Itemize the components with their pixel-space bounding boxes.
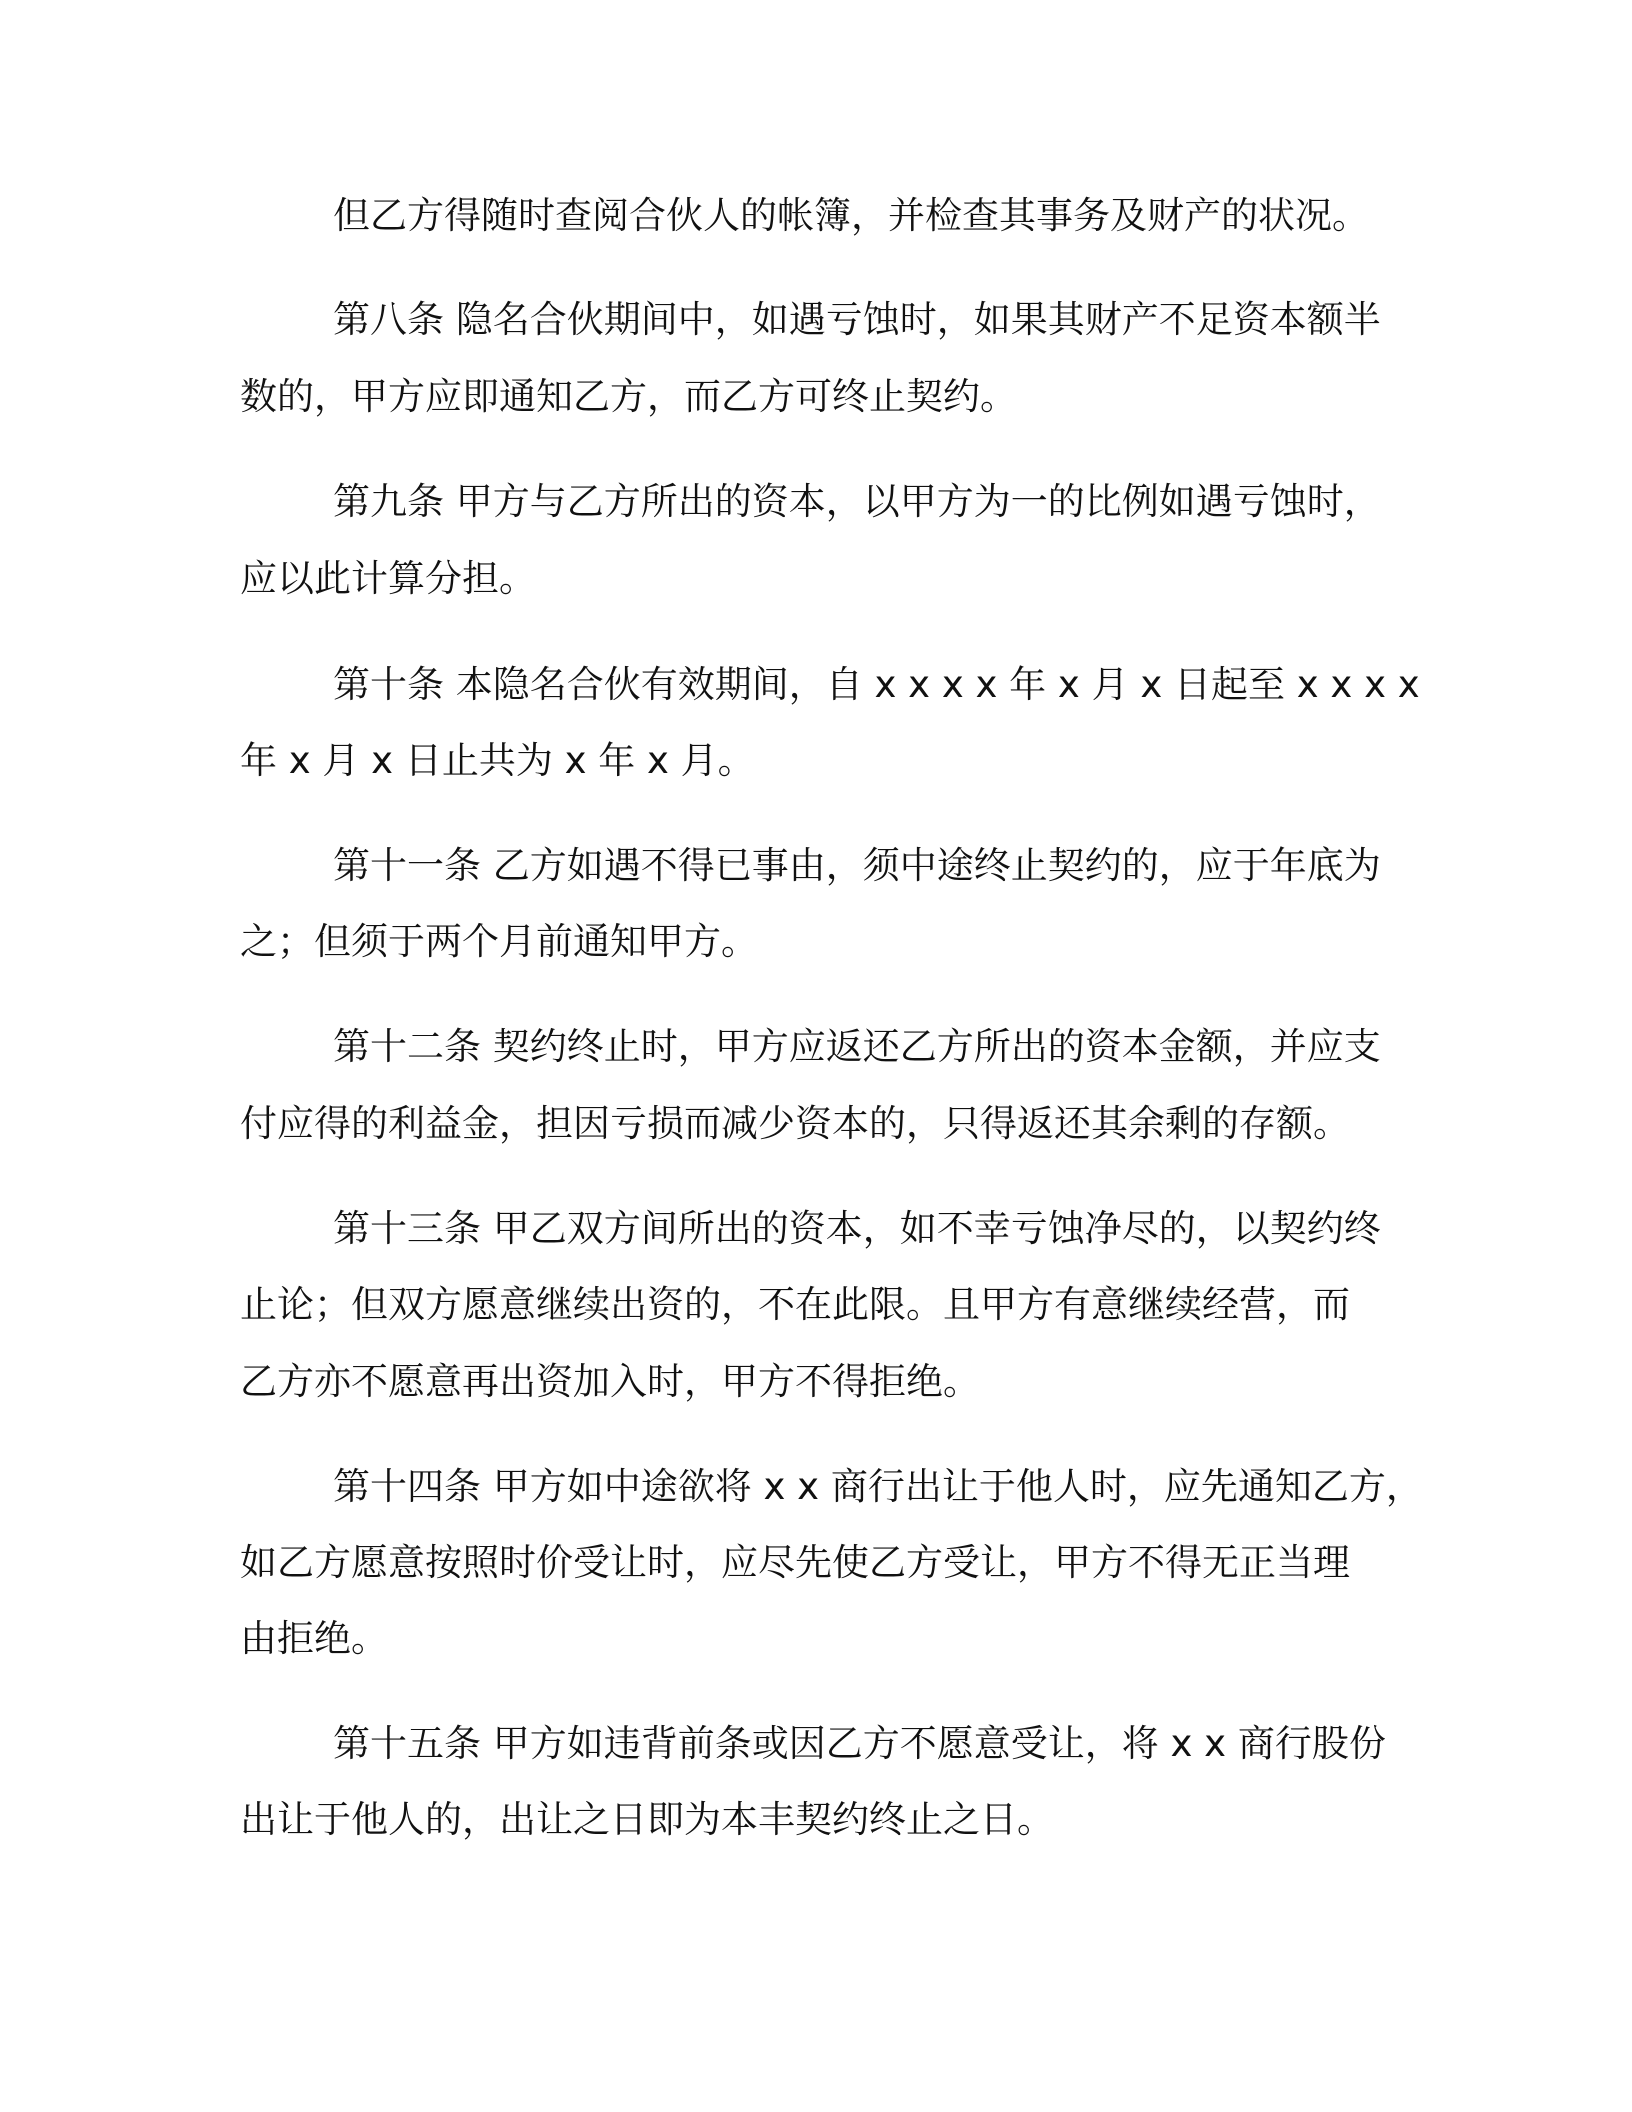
text-line: 之；但须于两个月前通知甲方。	[240, 920, 758, 963]
text-line: 第十五条 甲方如违背前条或因乙方不愿意受让，将 x x 商行股份	[333, 1722, 1386, 1765]
text-line: 乙方亦不愿意再出资加入时，甲方不得拒绝。	[240, 1360, 980, 1403]
text-line: 由拒绝。	[240, 1617, 388, 1660]
text-line: 付应得的利益金，担因亏损而减少资本的，只得返还其余剩的存额。	[240, 1102, 1350, 1145]
text-line: 应以此计算分担。	[240, 557, 536, 600]
text-line: 止论；但双方愿意继续出资的，不在此限。且甲方有意继续经营，而	[240, 1283, 1350, 1326]
text-line: 但乙方得随时查阅合伙人的帐簿，并检查其事务及财产的状况。	[333, 194, 1369, 237]
text-line: 第十条 本隐名合伙有效期间，自 x x x x 年 x 月 x 日起至 x x x x	[333, 663, 1420, 706]
text-line: 第八条 隐名合伙期间中，如遇亏蚀时，如果其财产不足资本额半	[333, 298, 1381, 341]
text-line: 如乙方愿意按照时价受让时，应尽先使乙方受让，甲方不得无正当理	[240, 1541, 1350, 1584]
text-line: 数的，甲方应即通知乙方，而乙方可终止契约。	[240, 375, 1017, 418]
text-line: 第十二条 契约终止时，甲方应返还乙方所出的资本金额，并应支	[333, 1025, 1381, 1068]
text-line: 第九条 甲方与乙方所出的资本，以甲方为一的比例如遇亏蚀时，	[333, 480, 1381, 523]
text-line: 出让于他人的，出让之日即为本丰契约终止之日。	[240, 1798, 1054, 1841]
text-line: 第十一条 乙方如遇不得已事由，须中途终止契约的，应于年底为	[333, 844, 1381, 887]
text-line: 第十四条 甲方如中途欲将 x x 商行出让于他人时，应先通知乙方，	[333, 1465, 1423, 1508]
text-line: 年 x 月 x 日止共为 x 年 x 月。	[240, 739, 755, 782]
text-line: 第十三条 甲乙双方间所出的资本，如不幸亏蚀净尽的，以契约终	[333, 1207, 1381, 1250]
